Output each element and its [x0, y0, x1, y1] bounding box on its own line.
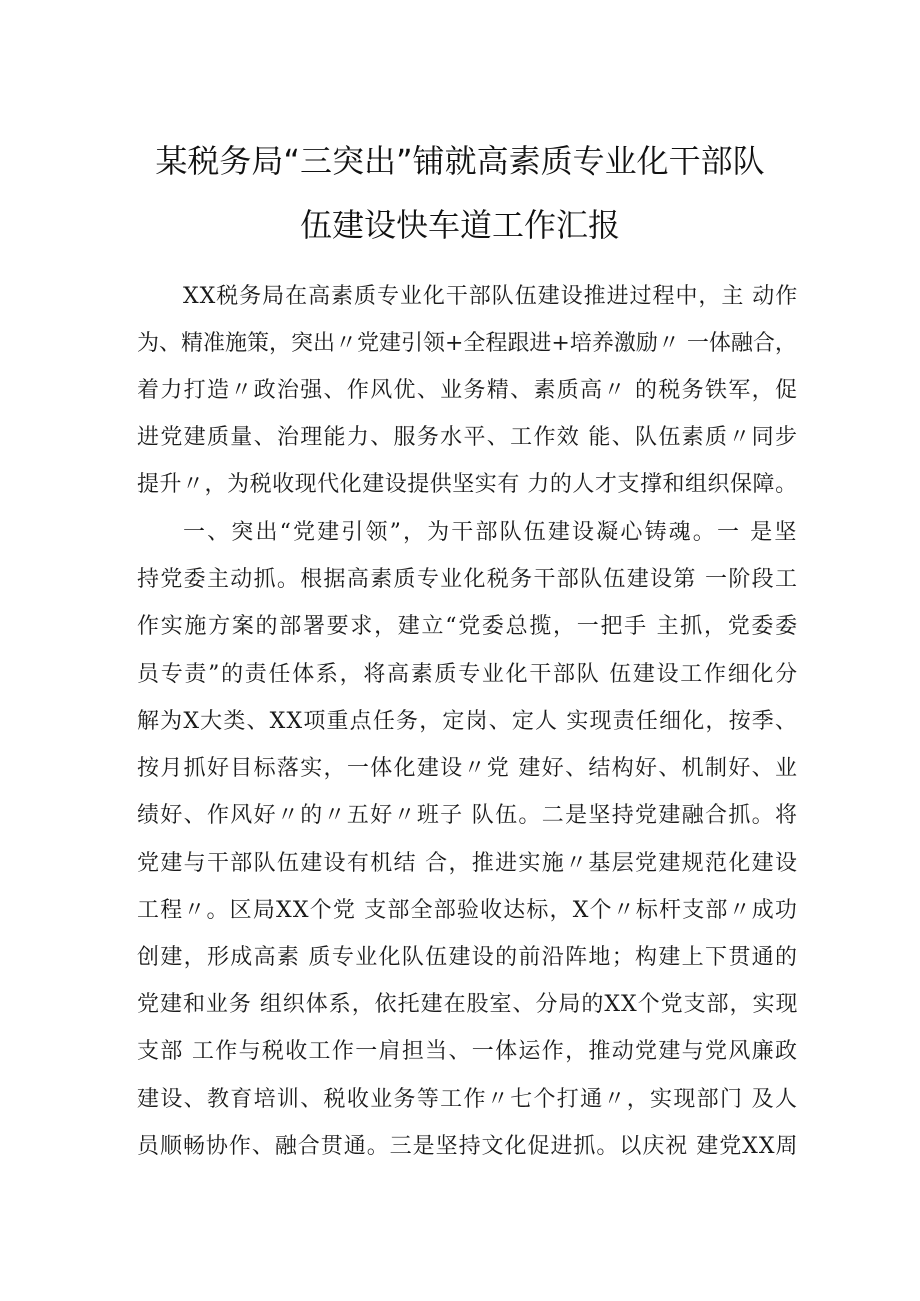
document-title-line-2: 伍建设快车道工作汇报 — [299, 206, 620, 244]
paragraph-line: 持党委主动抓。根据高素质专业化税务干部队伍建设第 一阶段工 — [137, 567, 799, 592]
paragraph-line: 建设、教育培训、税收业务等工作〃七个打通〃，实现部门 及人 — [137, 1087, 799, 1112]
document-title-line-1: 某税务局“三突出”铺就高素质专业化干部队 — [155, 142, 765, 180]
paragraph-line: 员顺畅协作、融合贯通。三是坚持文化促进抓。以庆祝 建党XX周 — [137, 1134, 799, 1159]
paragraph-line: 一、突出“党建引领”，为干部队伍建设凝心铸魂。一 是坚 — [183, 520, 799, 545]
paragraph-line: 为、精准施策，突出〃党建引领+全程跟进+培养激励〃 一体融合， — [137, 331, 797, 356]
paragraph-line: 工程〃。区局XX个党 支部全部验收达标，X个〃标杆支部〃成功 — [137, 898, 799, 923]
paragraph-line: 创建，形成高素 质专业化队伍建设的前沿阵地；构建上下贯通的 — [137, 945, 799, 970]
paragraph-line: 员专责”的责任体系，将高素质专业化干部队 伍建设工作细化分 — [137, 662, 799, 687]
paragraph-line: 支部 工作与税收工作一肩担当、一体运作，推动党建与党风廉政 — [137, 1039, 799, 1064]
paragraph-line: 按月抓好目标落实，一体化建设〃党 建好、结构好、机制好、业 — [137, 756, 799, 781]
paragraph-line: 绩好、作风好〃的〃五好〃班子 队伍。二是坚持党建融合抓。将 — [137, 803, 799, 828]
paragraph-line: 作实施方案的部署要求，建立“党委总揽，一把手 主抓，党委委 — [137, 614, 799, 639]
paragraph-line: 党建与干部队伍建设有机结 合，推进实施〃基层党建规范化建设 — [137, 851, 799, 876]
paragraph-line: 着力打造〃政治强、作风优、业务精、素质高〃 的税务铁军，促 — [137, 378, 799, 403]
paragraph-line: 进党建质量、治理能力、服务水平、工作效 能、队伍素质〃同步 — [137, 425, 799, 450]
paragraph-line: XX税务局在高素质专业化干部队伍建设推进过程中，主 动作 — [183, 284, 799, 309]
paragraph-line: 解为X大类、XX项重点任务，定岗、定人 实现责任细化，按季、 — [137, 709, 799, 734]
paragraph-line: 提升〃，为税收现代化建设提供坚实有 力的人才支撑和组织保障。 — [137, 472, 798, 497]
paragraph-line: 党建和业务 组织体系，依托建在股室、分局的XX个党支部，实现 — [137, 992, 799, 1017]
